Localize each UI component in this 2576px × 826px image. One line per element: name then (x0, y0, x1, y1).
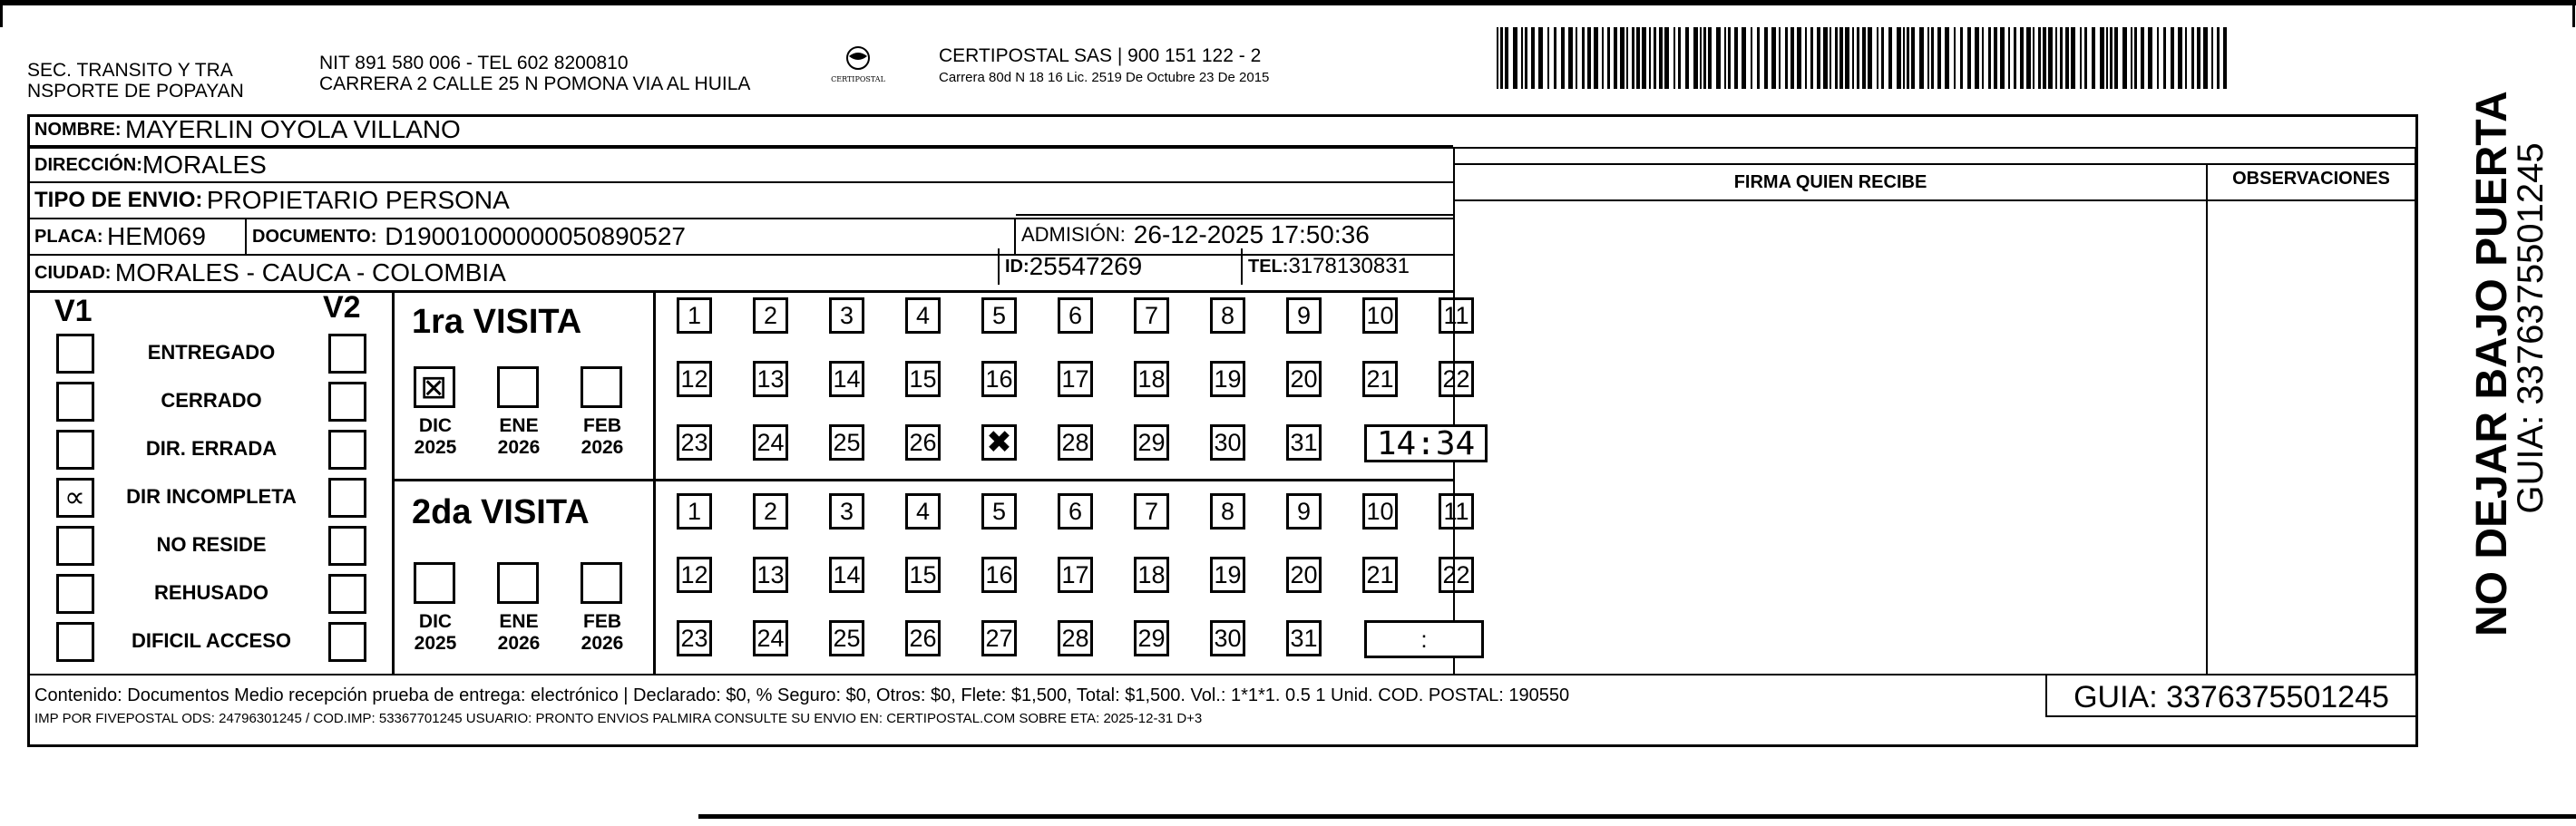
barcode-bar (1931, 27, 1934, 89)
day-box[interactable]: 20 (1286, 361, 1322, 397)
day-box[interactable]: 15 (905, 361, 941, 397)
day-box[interactable]: 12 (677, 361, 712, 397)
barcode-bar (1903, 27, 1905, 89)
barcode-bar (1830, 27, 1831, 89)
month-year: 2026 (497, 437, 541, 458)
day-box[interactable]: 23 (677, 620, 712, 656)
barcode-bar (1538, 27, 1543, 89)
barcode-bar (2100, 27, 2104, 89)
day-box[interactable]: 21 (1362, 557, 1398, 593)
barcode-bar (1703, 27, 1706, 89)
day-box[interactable]: 23 (677, 424, 712, 461)
barcode-bar (1716, 27, 1721, 89)
barcode-bar (1673, 27, 1675, 89)
barcode-bar (2197, 27, 2200, 89)
month-label (492, 415, 546, 459)
month-checkbox[interactable] (581, 366, 622, 408)
day-box[interactable]: 7 (1134, 493, 1169, 530)
barcode-bar (2223, 27, 2227, 89)
guia-box: GUIA: 3376375501245 (2073, 680, 2389, 714)
barcode-bar (1779, 27, 1781, 89)
status-option-label: DIFICIL ACCESO (131, 629, 291, 652)
barcode-bar (1862, 27, 1866, 89)
status-option-label: ENTREGADO (147, 341, 276, 364)
v2-checkbox[interactable] (328, 430, 366, 470)
barcode-bar (1554, 27, 1556, 89)
v1-checkbox[interactable] (56, 382, 94, 422)
day-box[interactable]: 5 (981, 297, 1017, 334)
status-option-label: DIR. ERRADA (145, 437, 278, 460)
day-box[interactable]: 8 (1210, 493, 1245, 530)
status-option-label: DIR INCOMPLETA (126, 485, 297, 508)
barcode-bar (2026, 27, 2031, 89)
day-box[interactable]: 8 (1210, 297, 1245, 334)
barcode-bar (2148, 27, 2152, 89)
placa-cell (29, 219, 247, 256)
nombre-label: NOMBRE: (34, 119, 122, 140)
day-box[interactable]: 9 (1286, 493, 1322, 530)
day-box[interactable]: 25 (829, 620, 864, 656)
day-box[interactable]: 17 (1058, 361, 1093, 397)
day-box[interactable]: 14 (829, 557, 864, 593)
barcode-bar (1561, 27, 1565, 89)
barcode-bar (1582, 27, 1585, 89)
day-box[interactable]: 12 (677, 557, 712, 593)
barcode-bar (1521, 27, 1523, 89)
barcode-bar (1839, 27, 1843, 89)
guia-box-left-rule (2045, 674, 2047, 717)
barcode-bar (2157, 27, 2159, 89)
barcode-bar (2134, 27, 2137, 89)
day-box[interactable]: 10 (1362, 493, 1398, 530)
barcode-bar (2131, 27, 2132, 89)
documento-cell (247, 219, 1016, 256)
barcode-bar (1734, 27, 1738, 89)
month-label (575, 611, 629, 655)
v1-checkbox[interactable] (56, 478, 94, 518)
nit-line-1: NIT 891 580 006 - TEL 602 8200810 (319, 53, 629, 73)
month-label (492, 611, 546, 655)
day-box[interactable]: 16 (981, 557, 1017, 593)
barcode-bar (1513, 27, 1517, 89)
day-box[interactable]: 3 (829, 297, 864, 334)
day-box[interactable]: 26 (905, 424, 941, 461)
barcode-bar (1664, 27, 1669, 89)
day-box[interactable]: 2 (753, 493, 788, 530)
barcode-bar (2178, 27, 2182, 89)
barcode-bar (1649, 27, 1651, 89)
placa-value: HEM069 (107, 222, 206, 250)
barcode-bar (1614, 27, 1617, 89)
barcode-bar (1587, 27, 1591, 89)
barcode-bar (2185, 27, 2187, 89)
barcode-bar (1791, 27, 1794, 89)
barcode-bar (1728, 27, 1731, 89)
documento-value: D19001000000050890527 (385, 222, 686, 250)
barcode-bar (1994, 27, 1997, 89)
day-box[interactable]: 6 (1058, 493, 1093, 530)
day-box[interactable]: 16 (981, 361, 1017, 397)
month-checkbox[interactable] (497, 562, 539, 604)
sender-line-2: NSPORTE DE POPAYAN (27, 81, 244, 102)
v2-checkbox[interactable] (328, 334, 366, 374)
admision-label: ADMISIÓN: (1021, 223, 1126, 246)
barcode-bar (1911, 27, 1915, 89)
barcode-bar (1823, 27, 1828, 89)
barcode-bar (2038, 27, 2041, 89)
direccion-value: MORALES (141, 151, 267, 179)
v1-checkbox[interactable] (56, 430, 94, 470)
barcode-bar (1967, 27, 1971, 89)
status-right-rule (392, 290, 395, 675)
day-box[interactable]: 4 (905, 493, 941, 530)
month-checkbox[interactable] (414, 562, 455, 604)
day-box[interactable]: 7 (1134, 297, 1169, 334)
v2-checkbox[interactable] (328, 478, 366, 518)
vline-sig-obs (2206, 163, 2208, 675)
certipostal-logo (820, 45, 896, 91)
footer-rule (27, 674, 2418, 675)
company-block (939, 45, 1501, 85)
month-label (408, 415, 463, 459)
barcode-bar (1531, 27, 1535, 89)
barcode-bar (1525, 27, 1527, 89)
day-box[interactable]: 10 (1362, 297, 1398, 334)
barcode-bar (1700, 27, 1702, 89)
time-field[interactable]: 14:34 (1364, 424, 1488, 462)
barcode-bar (2033, 27, 2034, 89)
month-checkbox[interactable] (497, 366, 539, 408)
status-option-label: REHUSADO (154, 581, 268, 604)
admision-value: 26-12-2025 17:50:36 (1133, 220, 1370, 248)
barcode-bar (1868, 27, 1872, 89)
v1-label: V1 (54, 294, 93, 328)
barcode-bar (1937, 27, 1941, 89)
barcode-bar (1607, 27, 1610, 89)
tel-label: TEL: (1248, 256, 1289, 277)
month-checkbox[interactable] (581, 562, 622, 604)
barcode-bar (1576, 27, 1577, 89)
day-box[interactable]: 24 (753, 424, 788, 461)
barcode-bar (1975, 27, 1979, 89)
month-name: FEB (583, 611, 621, 632)
imp-text: IMP POR FIVEPOSTAL ODS: 24796301245 / COD.IMP: 53367701245 USUARIO: PRONTO ENVIOS PALMIRA CONSULTE SU ENVIO EN: CERTIPOSTAL.COM SOBRE ETA: 2025-12-31 D+3 (34, 711, 1203, 726)
logo-text: CERTIPOSTAL (831, 75, 885, 83)
sig-subrule (1453, 199, 2416, 201)
company-line-1: CERTIPOSTAL SAS | 900 151 122 - 2 (939, 45, 1262, 66)
barcode-bar (2163, 27, 2166, 89)
barcode-bar (1642, 27, 1646, 89)
barcode-bar (2043, 27, 2046, 89)
barcode-bar (2110, 27, 2113, 89)
barcode-bar (2092, 27, 2095, 89)
day-box[interactable]: 22 (1439, 557, 1474, 593)
barcode-bar (1888, 27, 1892, 89)
month-label (575, 415, 629, 459)
barcode-bar (1547, 27, 1549, 89)
month-name: ENE (499, 611, 539, 632)
sender-line-1: SEC. TRANSITO Y TRA (27, 60, 233, 81)
barcode (1497, 27, 2231, 89)
tipo-value: PROPIETARIO PERSONA (206, 186, 510, 214)
barcode-bar (2080, 27, 2082, 89)
visit-col-rule (653, 290, 656, 675)
direccion-label: DIRECCIÓN: (34, 154, 142, 175)
day-box[interactable]: 31 (1286, 424, 1322, 461)
barcode-bar (1751, 27, 1752, 89)
barcode-bar (1620, 27, 1625, 89)
barcode-bar (2171, 27, 2174, 89)
barcode-bar (2106, 27, 2108, 89)
ciudad-label: CIUDAD: (34, 262, 112, 283)
barcode-bar (1678, 27, 1681, 89)
month-checkbox[interactable] (414, 366, 455, 408)
time-field[interactable]: : (1364, 620, 1484, 658)
nit-line-2: CARRERA 2 CALLE 25 N POMONA VIA AL HUILA (319, 73, 751, 94)
day-box[interactable]: 5 (981, 493, 1017, 530)
day-box[interactable]: 18 (1134, 557, 1169, 593)
company-line-2: Carrera 80d N 18 16 Lic. 2519 De Octubre 23 De 2015 (939, 70, 1270, 85)
month-year: 2026 (497, 633, 541, 654)
day-box[interactable]: 6 (1058, 297, 1093, 334)
v2-checkbox[interactable] (328, 526, 366, 566)
barcode-bar (1654, 27, 1656, 89)
id-value: 25547269 (1029, 252, 1143, 280)
barcode-bar (1742, 27, 1746, 89)
month-year: 2025 (414, 633, 457, 654)
barcode-bar (1785, 27, 1788, 89)
barcode-bar (1927, 27, 1929, 89)
barcode-bar (2114, 27, 2118, 89)
v2-checkbox[interactable] (328, 574, 366, 614)
tel-cell (1243, 248, 1453, 285)
barcode-bar (1764, 27, 1768, 89)
v2-checkbox[interactable] (328, 382, 366, 422)
barcode-bar (1632, 27, 1634, 89)
day-box[interactable]: 14 (829, 361, 864, 397)
day-box[interactable]: 25 (829, 424, 864, 461)
barcode-bar (2141, 27, 2144, 89)
sender-block (27, 60, 299, 102)
right-top-edge (2572, 0, 2575, 27)
day-box[interactable]: 29 (1134, 424, 1169, 461)
day-box[interactable]: 28 (1058, 620, 1093, 656)
day-box[interactable]: 18 (1134, 361, 1169, 397)
barcode-bar (1685, 27, 1689, 89)
v2-label: V2 (323, 290, 361, 325)
barcode-bar (1960, 27, 1963, 89)
contenido-text: Contenido: Documentos Medio recepción prueba de entrega: electrónico | Declarado: $0, % Seguro: $0, Otros: $0, Flete: $1,500, Total: $1,500. Vol.: 1*1*1. 0.5 1 Unid. COD. POSTAL: 190550 (34, 685, 1570, 705)
barcode-bar (2020, 27, 2024, 89)
day-box[interactable]: 11 (1439, 493, 1474, 530)
placa-label: PLACA: (34, 226, 103, 247)
bottom-page-rule (698, 814, 2576, 819)
v1-checkbox[interactable] (56, 574, 94, 614)
barcode-bar (2203, 27, 2208, 89)
barcode-bar (1708, 27, 1712, 89)
barcode-bar (2211, 27, 2213, 89)
day-box[interactable]: 20 (1286, 557, 1322, 593)
day-box[interactable]: 11 (1439, 297, 1474, 334)
left-top-edge (0, 0, 3, 27)
nombre-row (29, 114, 1453, 147)
barcode-bar (1497, 27, 1498, 89)
day-box[interactable]: 21 (1362, 361, 1398, 397)
side-guia-text: GUIA: 3376375501245 (2511, 142, 2551, 514)
day-box[interactable]: 19 (1210, 361, 1245, 397)
barcode-bar (1817, 27, 1820, 89)
barcode-bar (2055, 27, 2057, 89)
barcode-bar (1954, 27, 1956, 89)
month-label (408, 611, 463, 655)
day-box[interactable]: 3 (829, 493, 864, 530)
v1-check-mark: ∝ (64, 480, 85, 514)
barcode-bar (1602, 27, 1604, 89)
side-text (2440, 91, 2551, 637)
month-check-mark: ⊠ (420, 369, 448, 406)
month-name: FEB (583, 415, 621, 436)
barcode-bar (2071, 27, 2075, 89)
barcode-bar (2048, 27, 2053, 89)
barcode-bar (1845, 27, 1849, 89)
barcode-bar (1907, 27, 1909, 89)
barcode-bar (1771, 27, 1776, 89)
day-box[interactable]: 1 (677, 493, 712, 530)
barcode-bar (1626, 27, 1628, 89)
barcode-bar (2008, 27, 2010, 89)
month-year: 2026 (581, 437, 624, 458)
day-box[interactable]: 27 (981, 620, 1017, 656)
month-year: 2026 (581, 633, 624, 654)
day-box[interactable]: 2 (753, 297, 788, 334)
v1-checkbox[interactable] (56, 526, 94, 566)
barcode-bar (1852, 27, 1854, 89)
barcode-bar (1693, 27, 1698, 89)
day-box[interactable]: 30 (1210, 620, 1245, 656)
barcode-bar (1757, 27, 1760, 89)
barcode-bar (1568, 27, 1573, 89)
barcode-bar (2084, 27, 2087, 89)
visit-divider (392, 479, 1455, 481)
barcode-bar (1636, 27, 1640, 89)
day-box[interactable]: 13 (753, 557, 788, 593)
status-option-label: NO RESIDE (156, 533, 267, 556)
barcode-bar (2122, 27, 2127, 89)
nombre-value: MAYERLIN OYOLA VILLANO (125, 115, 461, 143)
ciudad-row (29, 256, 1000, 290)
nit-block (319, 53, 900, 94)
day-box[interactable]: 9 (1286, 297, 1322, 334)
firma-label: FIRMA QUIEN RECIBE (1733, 172, 1927, 192)
day-box[interactable]: 26 (905, 620, 941, 656)
barcode-bar (1835, 27, 1838, 89)
id-cell (998, 248, 1243, 285)
vline-form-sig (1453, 147, 1455, 675)
top-border (0, 0, 2576, 5)
observaciones-label: OBSERVACIONES (2232, 169, 2390, 189)
day-box[interactable]: 13 (753, 361, 788, 397)
vline-obs-right (2415, 147, 2416, 675)
barcode-bar (1988, 27, 1991, 89)
barcode-bar (1982, 27, 1984, 89)
day-box[interactable]: 28 (1058, 424, 1093, 461)
barcode-bar (2014, 27, 2016, 89)
barcode-bar (2217, 27, 2220, 89)
v1-checkbox[interactable] (56, 334, 94, 374)
v2-checkbox[interactable] (328, 622, 366, 662)
day-box[interactable]: 19 (1210, 557, 1245, 593)
status-option-label: CERRADO (161, 389, 262, 412)
barcode-bar (2065, 27, 2069, 89)
barcode-bar (1594, 27, 1598, 89)
barcode-bar (1805, 27, 1807, 89)
day-box[interactable]: 22 (1439, 361, 1474, 397)
day-box[interactable]: 4 (905, 297, 941, 334)
barcode-bar (1797, 27, 1801, 89)
ciudad-bottom-rule (27, 290, 1455, 293)
no-dejar-text: NO DEJAR BAJO PUERTA (2468, 91, 2516, 637)
barcode-bar (1724, 27, 1726, 89)
barcode-bar (1877, 27, 1878, 89)
tipo-label: TIPO DE ENVIO: (34, 188, 203, 212)
barcode-bar (2000, 27, 2005, 89)
day-box[interactable]: 15 (905, 557, 941, 593)
first-visit-label: 1ra VISITA (412, 303, 582, 341)
guia-box-bottom-rule (2045, 715, 2418, 717)
day-box[interactable]: 1 (677, 297, 712, 334)
barcode-bar (1881, 27, 1884, 89)
day-box[interactable]: 29 (1134, 620, 1169, 656)
barcode-bar (1659, 27, 1663, 89)
ciudad-value: MORALES - CAUCA - COLOMBIA (114, 258, 506, 287)
day-box[interactable]: 17 (1058, 557, 1093, 593)
barcode-bar (2191, 27, 2194, 89)
barcode-bar (1945, 27, 1949, 89)
day-box[interactable]: 30 (1210, 424, 1245, 461)
month-name: DIC (418, 611, 453, 632)
month-name: DIC (418, 415, 453, 436)
direccion-row (29, 149, 1453, 183)
barcode-bar (1810, 27, 1813, 89)
barcode-bar (1919, 27, 1924, 89)
day-box[interactable]: 31 (1286, 620, 1322, 656)
barcode-bar (1857, 27, 1859, 89)
day-box[interactable]: 24 (753, 620, 788, 656)
v1-checkbox[interactable] (56, 622, 94, 662)
day-box[interactable]: ✖ (981, 424, 1017, 461)
id-label: ID: (1005, 256, 1029, 277)
barcode-bar (1897, 27, 1901, 89)
barcode-bar (1500, 27, 1503, 89)
second-visit-label: 2da VISITA (412, 493, 590, 531)
month-name: ENE (499, 415, 539, 436)
sig-header-rule (1453, 163, 2416, 165)
month-year: 2025 (414, 437, 457, 458)
barcode-bar (2060, 27, 2063, 89)
tel-value: 3178130831 (1288, 254, 1410, 278)
barcode-bar (1505, 27, 1508, 89)
documento-label: DOCUMENTO: (252, 226, 377, 247)
